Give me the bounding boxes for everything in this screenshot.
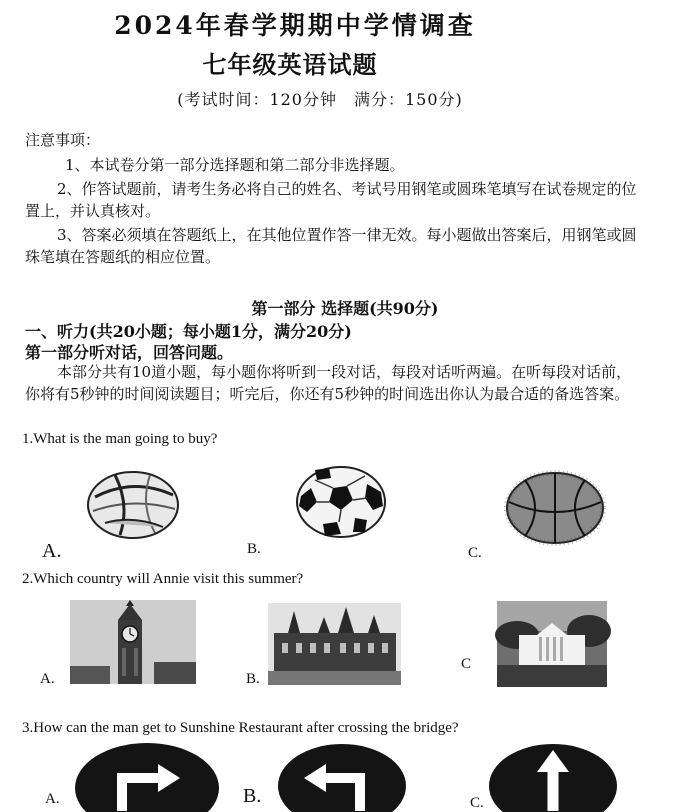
question-3-stem: 3.How can the man get to Sunshine Restaurant after crossing the bridge? [22, 720, 459, 736]
big-ben-image [70, 600, 196, 684]
question-1-option-a-label: A. [42, 540, 62, 562]
exam-subtitle: 七年级英语试题 [202, 50, 378, 79]
listening-title: 一、听力(共20小题；每小题1分，满分20分) [25, 322, 352, 341]
kremlin-museum-image [268, 603, 401, 685]
white-house-image [497, 601, 607, 687]
go-straight-sign [487, 742, 619, 811]
turn-right-sign [74, 742, 220, 811]
soccer-ball-image [295, 466, 387, 538]
part-title: 第一部分听对话，回答问题。 [25, 343, 234, 362]
question-3-option-b-label: B. [243, 785, 262, 807]
question-2-option-b-label: B. [246, 671, 260, 687]
question-2-stem: 2.Which country will Annie visit this summer? [22, 571, 304, 587]
part-instructions: 本部分共有10道小题，每小题你将听到一段对话，每段对话听两遍。在听每段对话前，你将有5秒钟的时间阅读题目；听完后，你还有5秒钟的时间选出你认为最合适的备选答案。 [25, 363, 632, 403]
notes-item-1: 1、本试卷分第一部分选择题和第二部分非选择题。 [65, 156, 405, 174]
exam-title: 2024年春学期期中学情调查 [114, 11, 476, 40]
question-2-option-c-label: C [461, 656, 472, 672]
question-2-option-a-label: A. [40, 671, 55, 687]
question-1-option-b-label: B. [247, 541, 261, 557]
volleyball-image [85, 467, 180, 539]
question-3-option-c-label: C. [470, 795, 484, 811]
notes-heading: 注意事项： [25, 131, 101, 149]
section-title: 第一部分 选择题(共90分) [251, 299, 439, 318]
exam-meta: (考试时间：120分钟 满分：150分) [177, 90, 463, 109]
turn-left-sign [276, 742, 408, 811]
notes-item-3: 3、答案必须填在答题纸上，在其他位置作答一律无效。每小题做出答案后，用钢笔或圆珠笔填在答题纸的相应位置。 [25, 226, 637, 266]
basketball-image [505, 472, 605, 544]
question-3-option-a-label: A. [45, 791, 60, 807]
question-1-option-c-label: C. [468, 545, 482, 561]
notes-item-2: 2、作答试题前，请考生务必将自己的姓名、考试号用钢笔或圆珠笔填写在试卷规定的位置上，并认真核对。 [25, 180, 637, 220]
question-1-stem: 1.What is the man going to buy? [22, 431, 218, 447]
